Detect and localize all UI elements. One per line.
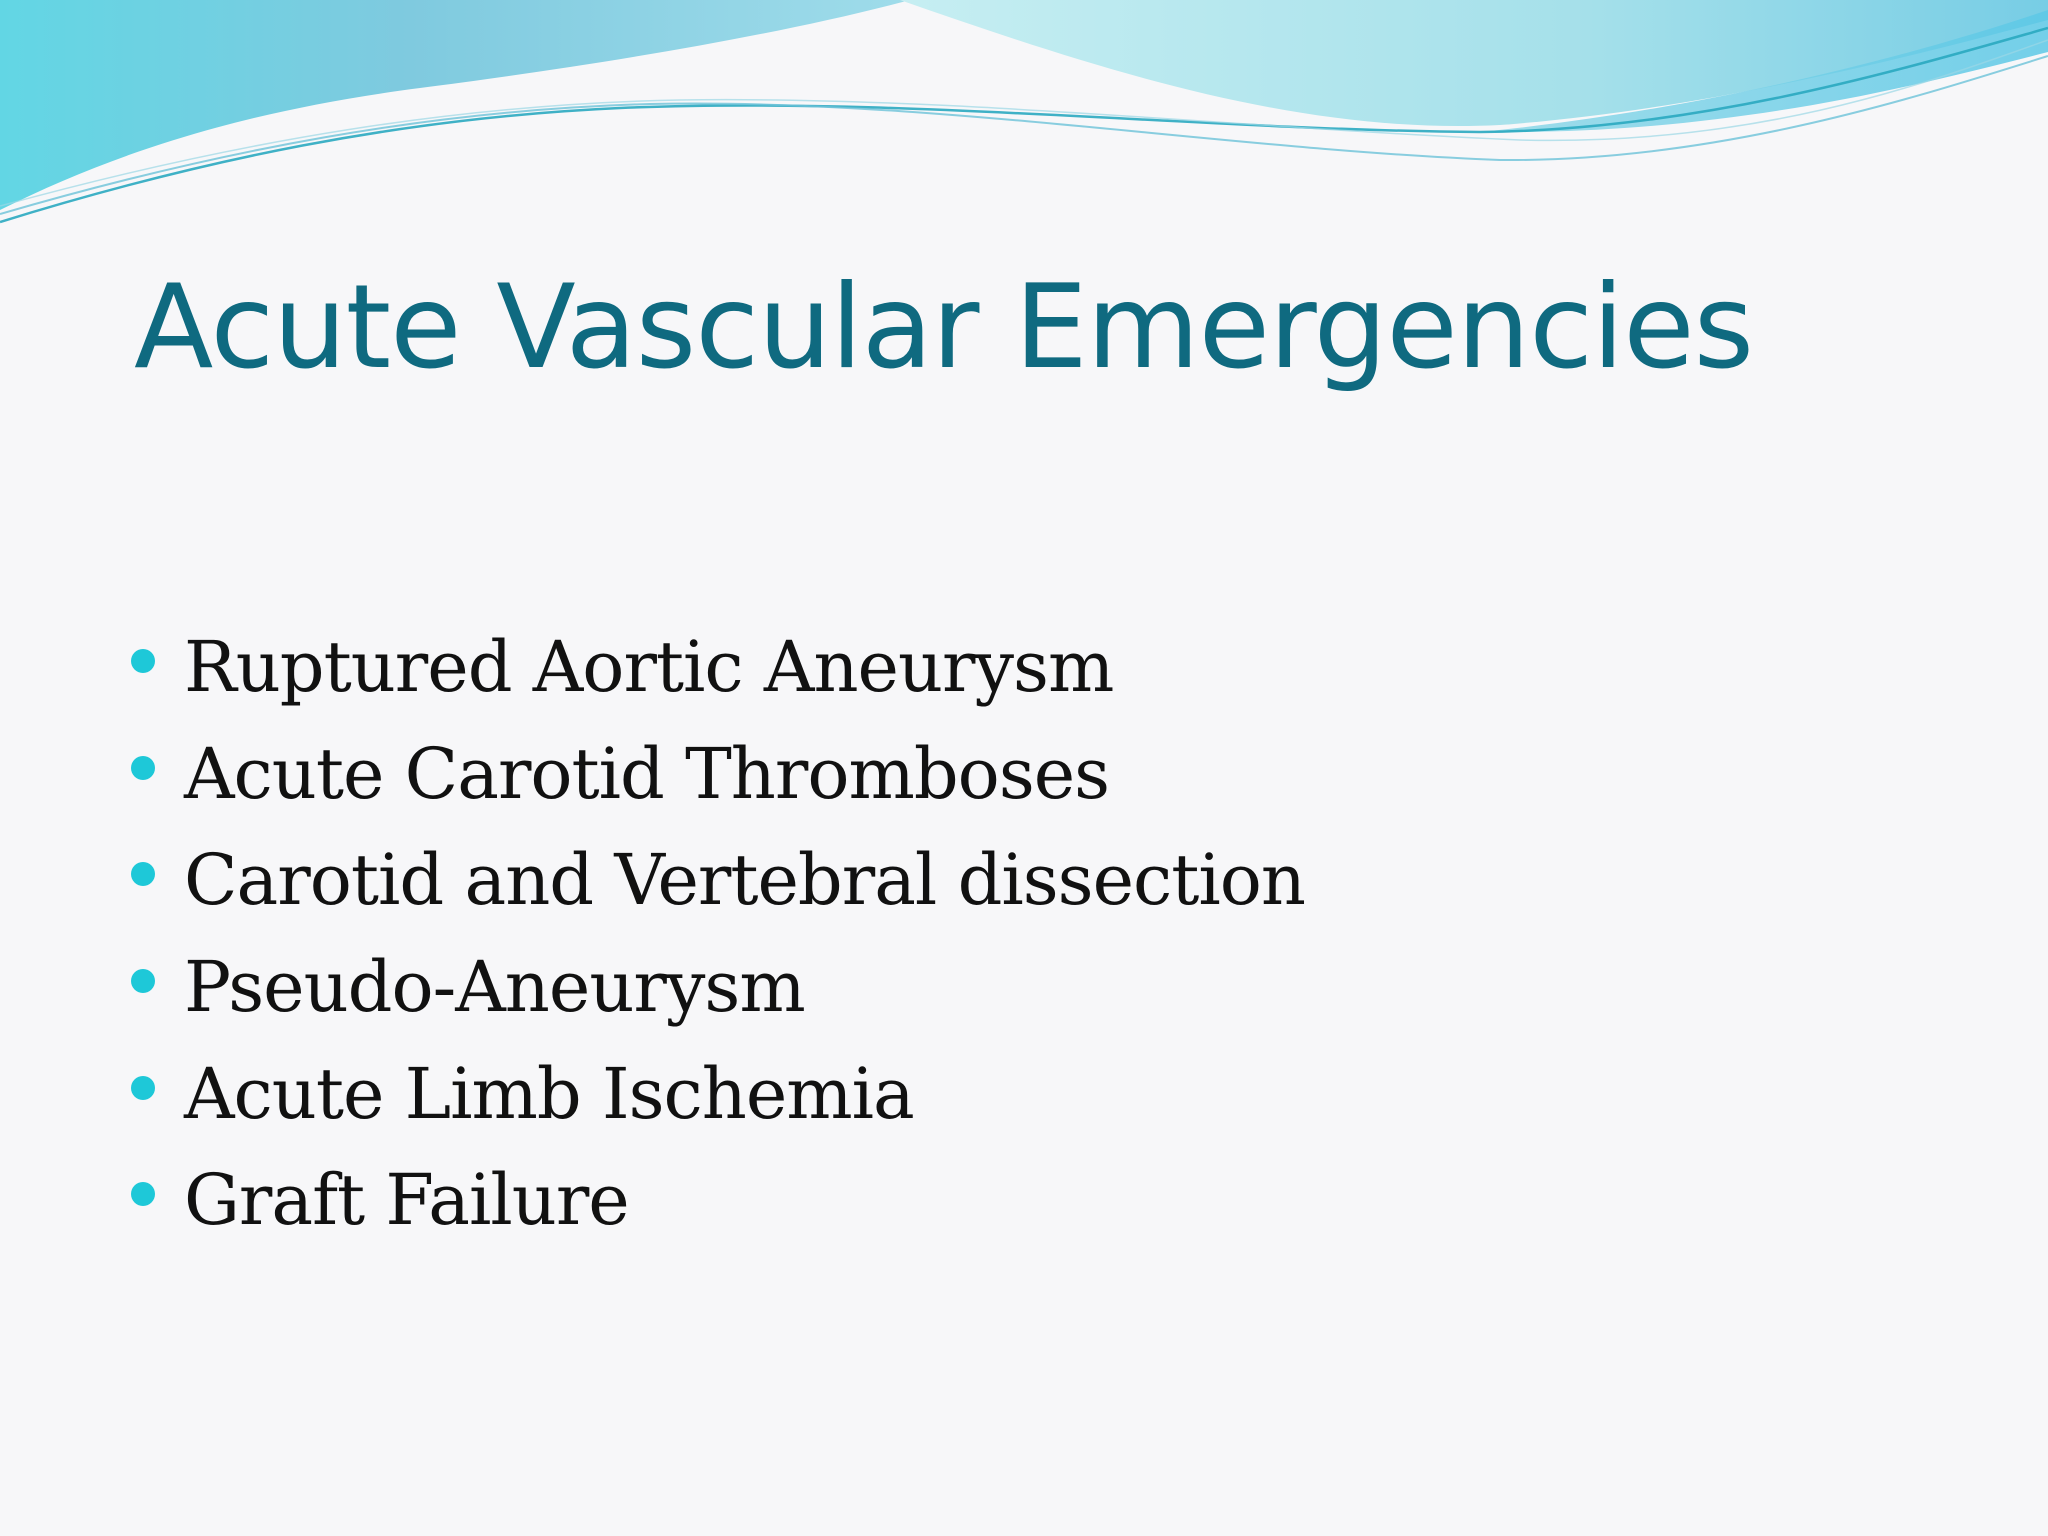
bullet-text: Acute Carotid Thromboses: [184, 732, 1110, 815]
bullet-text: Ruptured Aortic Aneurysm: [184, 626, 1114, 709]
bullet-list: [126, 614, 1305, 1254]
list-item: [126, 1147, 1305, 1254]
bullet-text: Carotid and Vertebral dissection: [184, 839, 1305, 922]
list-item: [126, 721, 1305, 828]
list-item: [126, 934, 1305, 1041]
bullet-dot-icon: [131, 862, 155, 886]
header-wave-decoration: [0, 0, 2048, 240]
bullet-text: Acute Limb Ischemia: [184, 1052, 914, 1135]
bullet-dot-icon: [131, 649, 155, 673]
bullet-dot-icon: [131, 1076, 155, 1100]
slide-title: Acute Vascular Emergencies: [134, 260, 1754, 395]
bullet-text: Pseudo-Aneurysm: [184, 946, 805, 1029]
bullet-dot-icon: [131, 969, 155, 993]
list-item: [126, 827, 1305, 934]
bullet-dot-icon: [131, 756, 155, 780]
bullet-dot-icon: [131, 1182, 155, 1206]
list-item: [126, 614, 1305, 721]
bullet-text: Graft Failure: [184, 1159, 629, 1242]
list-item: [126, 1040, 1305, 1147]
